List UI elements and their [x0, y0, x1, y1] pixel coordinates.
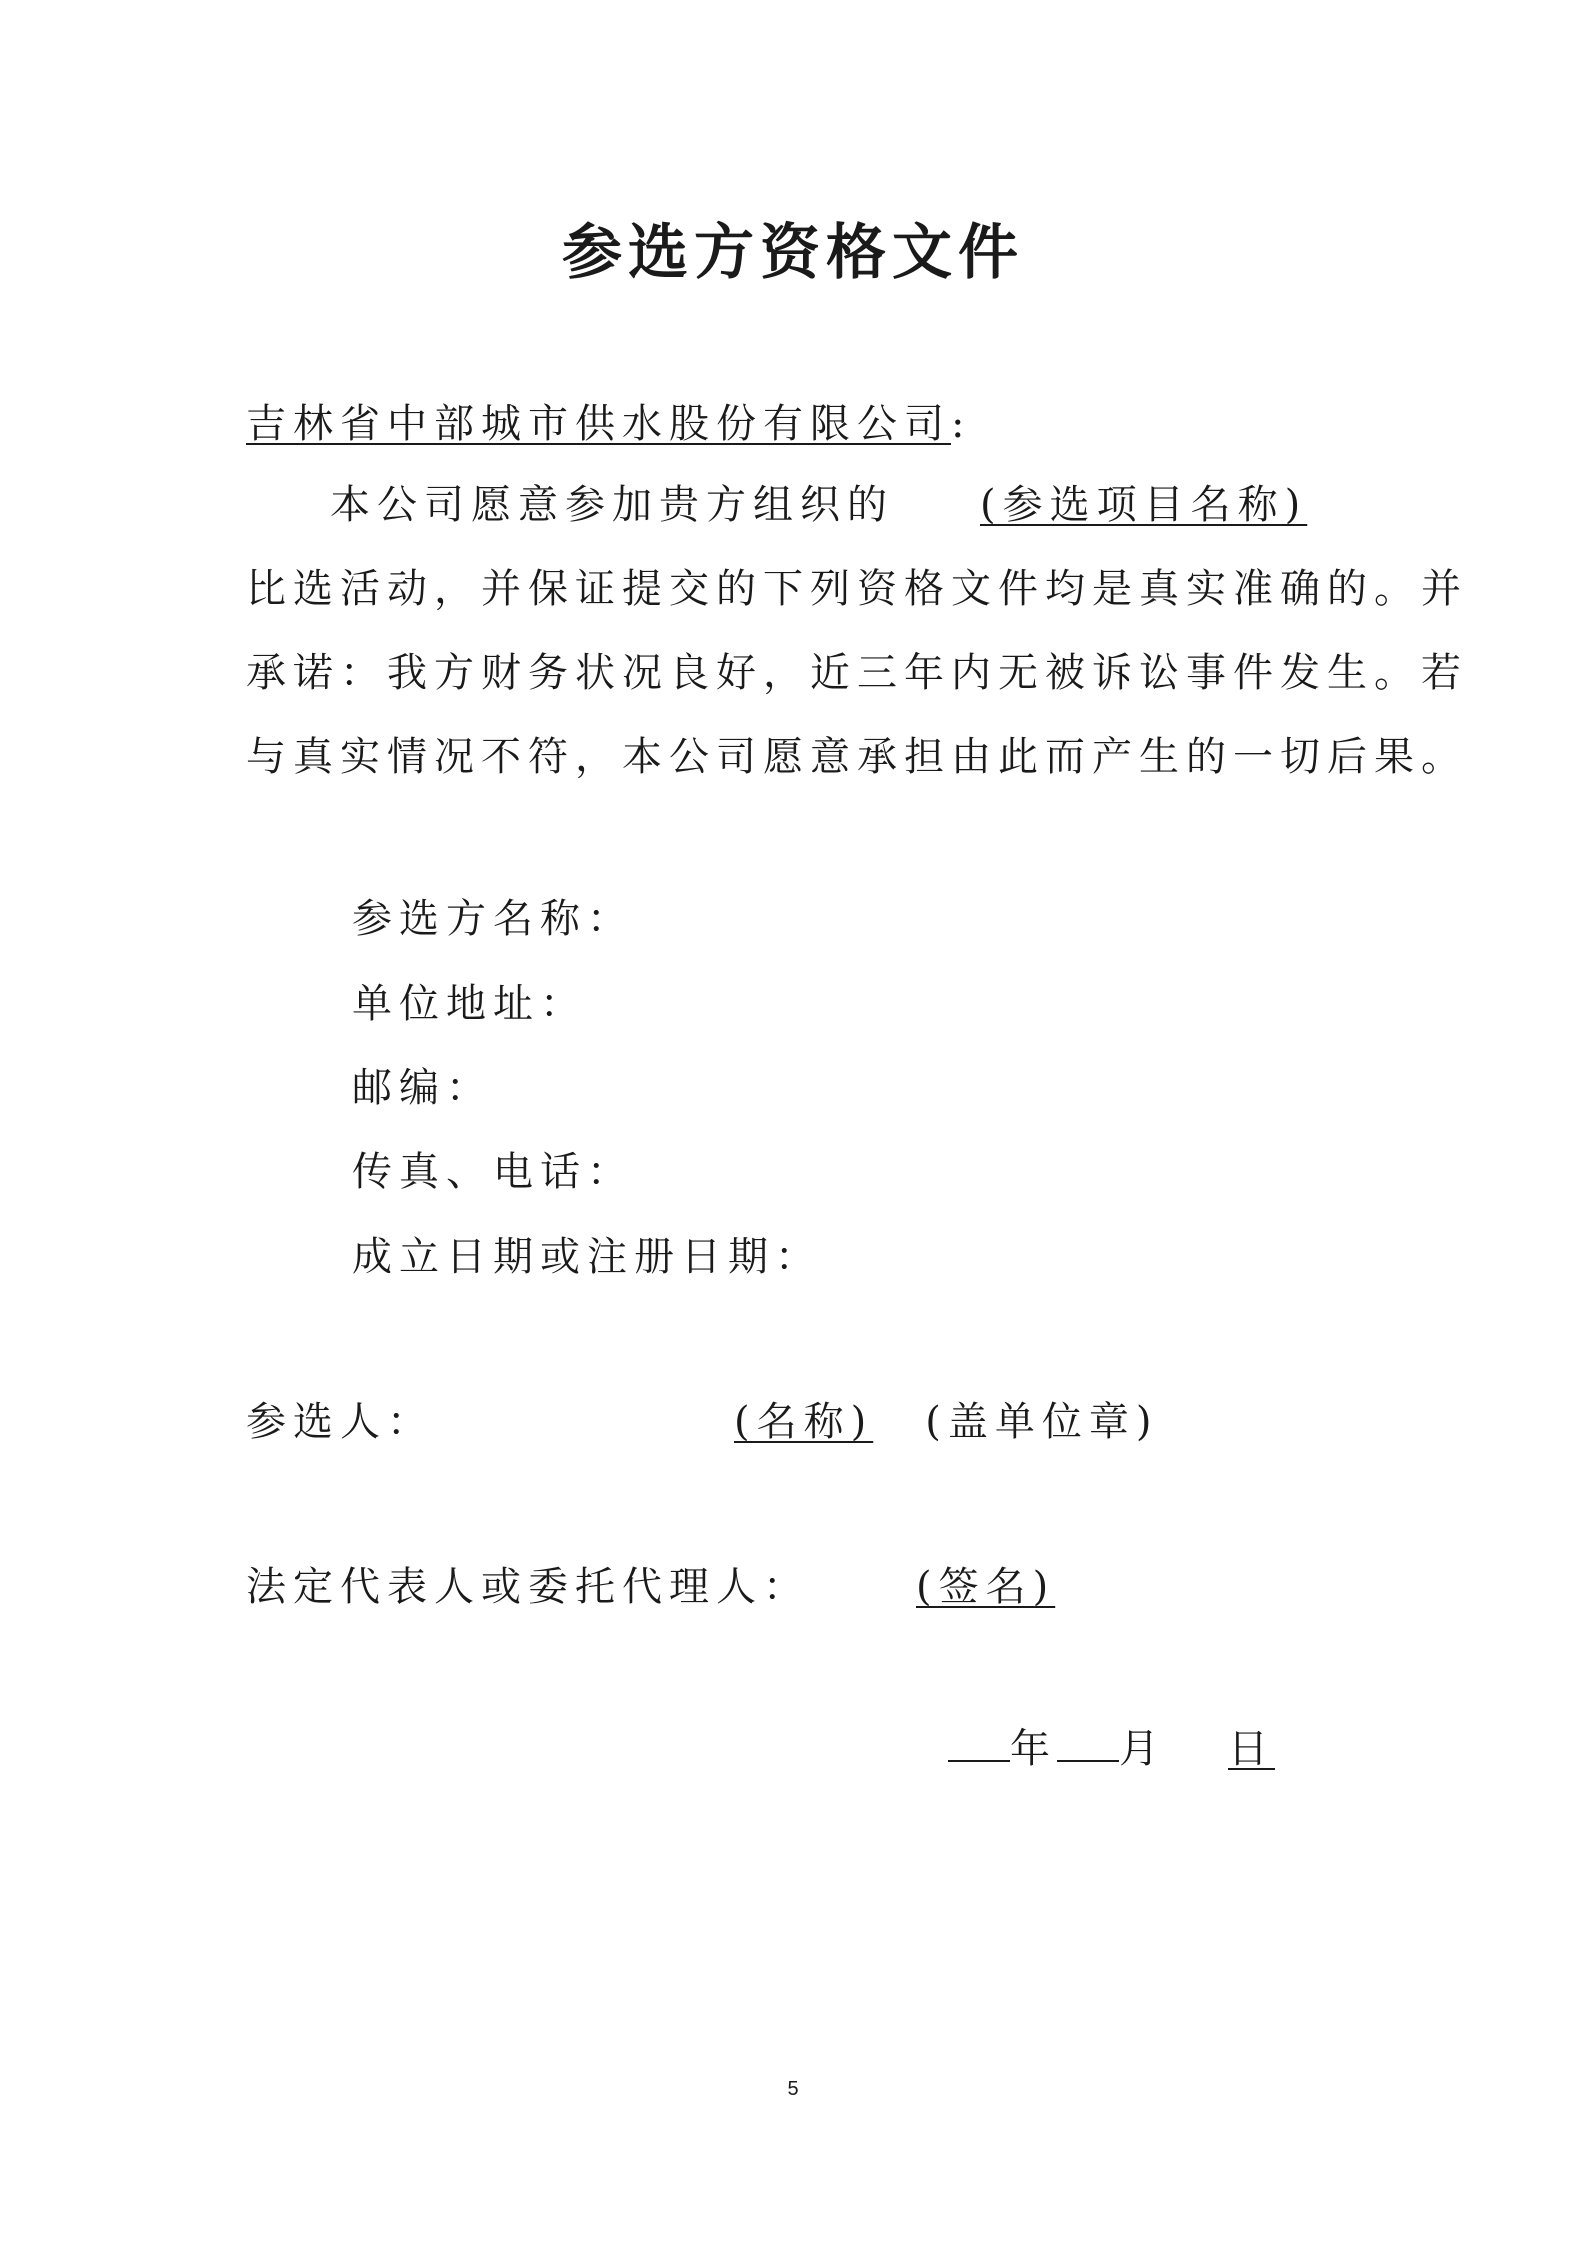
representative-label: 法定代表人或委托代理人：: [246, 1564, 810, 1610]
day-field: [1166, 1726, 1275, 1772]
project-name-hint: (参选项目名称): [980, 482, 1308, 528]
project-name-field: [894, 482, 1307, 528]
participant-seal-hint: (盖单位章): [925, 1399, 1159, 1445]
field-participant-name: 参选方名称：: [352, 896, 634, 942]
body-line-2: 比选活动，并保证提交的下列资格文件均是真实准确的。并: [246, 566, 1468, 612]
field-address: 单位地址：: [352, 981, 587, 1027]
addressee-colon: :: [951, 401, 972, 447]
field-postcode: 邮编：: [352, 1065, 493, 1111]
participant-label: 参选人：: [246, 1399, 434, 1445]
year-blank: [948, 1720, 1010, 1762]
date-line: [948, 1720, 1275, 1775]
page-number: 5: [787, 2078, 799, 2100]
participant-line: [246, 1395, 1158, 1448]
representative-sign-hint: (签名): [916, 1564, 1056, 1610]
body-line-3: 承诺：我方财务状况良好，近三年内无被诉讼事件发生。若: [246, 650, 1468, 696]
body-line-1-prefix: 本公司愿意参加贵方组织的: [330, 482, 894, 528]
participant-name-hint: (名称): [734, 1399, 874, 1445]
representative-sign-field: [810, 1564, 1055, 1610]
field-fax-phone: 传真、电话：: [352, 1149, 634, 1195]
addressee-company: 吉林省中部城市供水股份有限公司: [246, 401, 951, 447]
month-blank: [1057, 1720, 1119, 1762]
body-line-1: [330, 478, 1307, 531]
addressee-line: [246, 398, 971, 450]
date-day: 日: [1228, 1726, 1275, 1772]
field-date-established: 成立日期或注册日期：: [352, 1234, 822, 1280]
body-line-4: 与真实情况不符，本公司愿意承担由此而产生的一切后果。: [246, 734, 1468, 780]
representative-line: [246, 1560, 1055, 1613]
participant-name-field: [434, 1399, 893, 1445]
date-month: 月: [1119, 1726, 1166, 1772]
page-title: 参选方资格文件: [562, 218, 1024, 288]
date-year: 年: [1010, 1726, 1057, 1772]
